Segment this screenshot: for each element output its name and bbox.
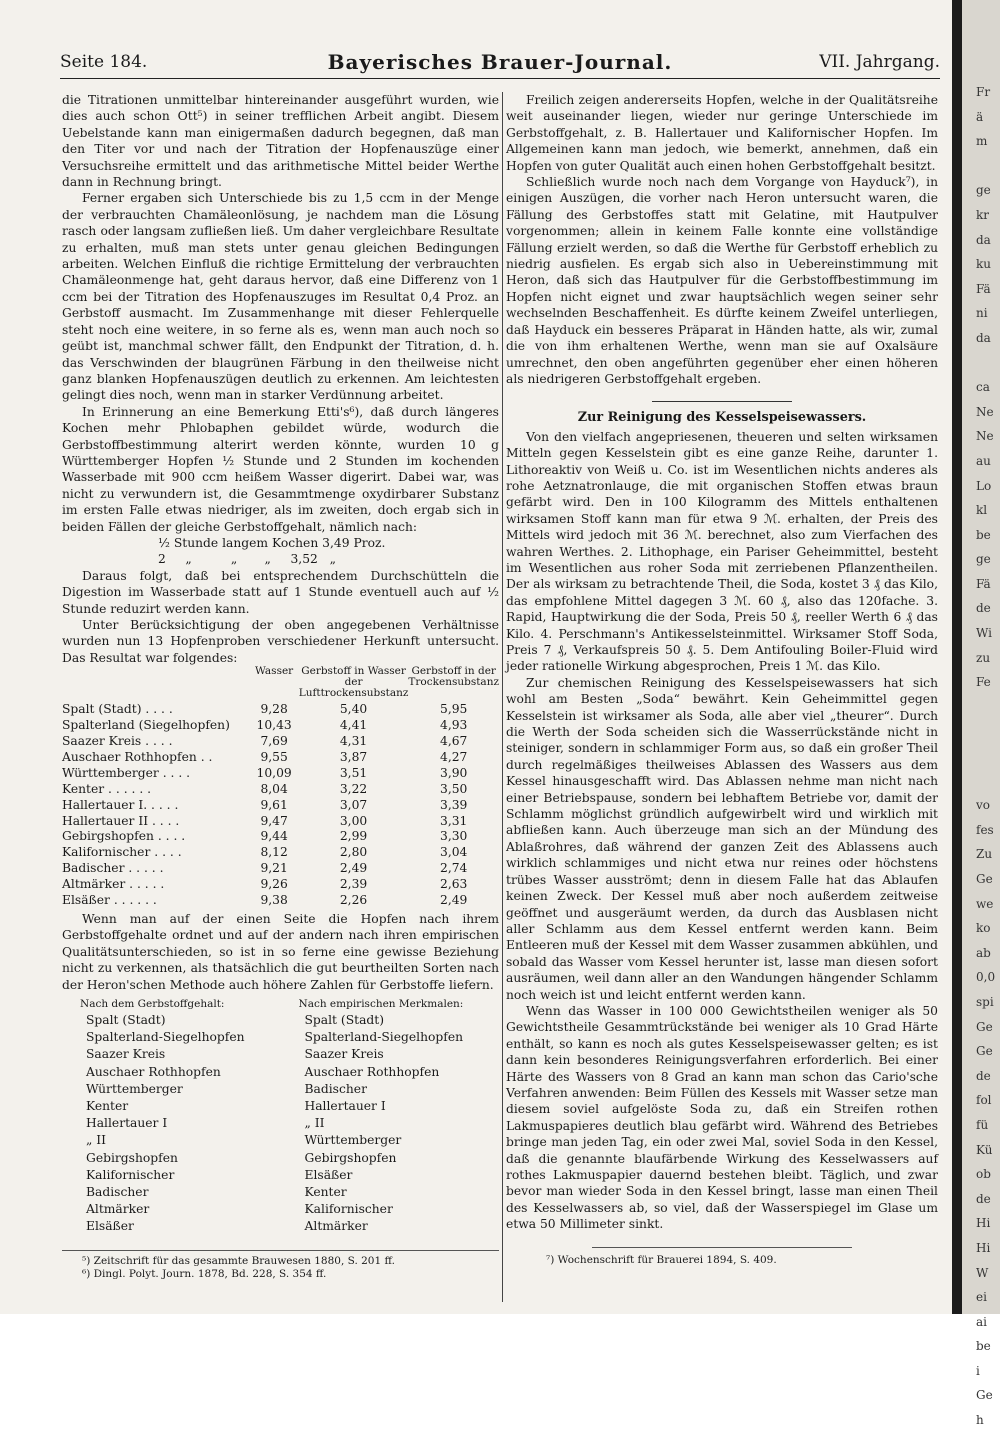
tannin-air-dry-cell: 2,39 [339,877,368,892]
adjacent-fragment [976,154,1000,179]
tannin-air-dry-cell: 4,31 [339,734,368,749]
column-divider [502,92,503,1302]
water-cell: 9,38 [260,893,288,908]
table-row [62,702,499,718]
water-cell: 10,43 [256,718,292,733]
adjacent-fragment: Fä [976,281,991,296]
ranking-by-tannin [62,997,281,1236]
paragraph: Schließlich wurde noch nach dem Vorgange von Hayduck⁷), in einigen Auszügen, die vorher nach Heron untersucht waren, die Fällung des Gerbstoffes statt mit Gelatine, mit Hautpulver vorgenommen; allein in keinem Falle konnte eine vollständige Fällung erzielt werden, so daß die Werthe für Gerbstoff erheblich zu niedrig ausfielen. Es ergab sich also in Uebereinstimmung mit Heron, daß sich das Hautpulver für die Gerbstoffbestimmung im Hopfen nicht eignet und zwar hauptsächlich wegen seiner sehr wechselnden Beschaffenheit. Es dürfte keinem Zweifel unterliegen, daß Hayduck ein besseres Präparat in Händen hatte, als wir, zumal die von ihm erhaltenen Werthe, wenn man sie auf Oxalsäure umrechnet, den oben angeführten gegenüber eher einen höheren als niedrigeren Gerbstoffgehalt ergeben. [506,175,938,386]
hop-variety-cell: Badischer . . . . . [62,861,164,876]
table-row [62,782,499,798]
ranking-item: „ II [304,1116,325,1131]
results-table [62,666,499,909]
hop-variety-cell: Gebirgshopfen . . . . [62,829,186,844]
water-cell: 9,55 [260,749,288,764]
adjacent-fragment: ai [976,1314,987,1329]
ranking-item: Spalt (Stadt) [86,1013,166,1028]
paragraph: Zur chemischen Reinigung des Kesselspeisewassers hat sich wohl am Besten „Soda“ bewährt. Kein Geheimmittel gegen Kesselstein ist wirksamer als Soda, alle aber viel „theurer“. Durch die Werth der Soda scheiden sich die Wasserrückstände nicht in steiniger, sondern in schlammiger Form aus, so daß ein großer Theil durch regelmäßiges theilweises Ablassen des Wassers aus dem Kessel hinausgeschafft wird. Das Ablassen nehme man nicht nach einer Betriebspause, sondern bei lebhaftem Betriebe vor, damit der Schlamm möglichst gründlich aufgewirbelt wird und wirklich mit abfließen kann. Auch überzeuge man sich an der Mündung des Ablaßrohres, daß während der ganzen Zeit des Ablassens auch wirklich schlammiges und nicht etwa nur reines oder höchstens trübes Wasser ausströmt; denn in diesem Falle hat das Ablaufen keinen Zweck. Der Kessel muß aber noch außerdem zeitweise geöffnet und ausgeräumt werden, da durch das Ausblasen nicht aller Schlamm aus dem Kessel entfernt werden kann. Beim Entleeren muß der Kessel mit dem Wasser zusammen abkühlen, und sobald das Wasser vom Kessel herunter ist, lasse man diesen sofort ausräumen, weil dann aller an den Wandungen hängender Schlamm noch weich ist und leicht entfernt werden kann. [506,675,938,1002]
left-column [62,92,499,1281]
water-cell: 9,28 [260,702,288,717]
adjacent-fragment: vo [976,798,991,813]
adjacent-fragment: fü [976,1117,989,1132]
hop-variety-cell: Saazer Kreis . . . . [62,734,173,749]
ranking-item: Badischer [304,1081,367,1096]
tannin-dry-cell: 4,27 [440,749,468,764]
paragraph: Ferner ergaben sich Unterschiede bis zu 1,5 ccm in der Menge der verbrauchten Chamäleonlösung, je nachdem man die Lösung rasch oder langsam zufließen ließ. Um daher vergleichbare Resultate zu erhalten, muß man stets unter genau gleichen Bedingungen arbeiten. Welchen Einfluß die richtige Ermittelung der verbrauchten Chamäleonmenge hat, geht daraus hervor, daß eine Differenz von 1 ccm bei der Titration des Hopfenauszuges im Resultat 0,4 Proz. an Gerbstoff ausmacht. Im Zusammenhange mit dieser Fehlerquelle steht noch eine weitere, in so ferne als es, wenn man auch noch so geübt ist, manchmal schwer fällt, den Endpunkt der Titration, d. h. das Verschwinden der blaugrünen Färbung in den theilweise nicht ganz blanken Hopfenauszügen deutlich zu erkennen. Am leichtesten gelingt dies noch, wenn man in starker Verdünnung arbeitet. [62,191,499,403]
ranking-item: Spalterland-Siegelhopfen [304,1030,464,1045]
adjacent-fragment: 0,0 [976,970,996,985]
tannin-dry-cell: 2,49 [440,893,468,908]
table-row [62,798,499,814]
adjacent-fragment: ca [976,380,990,395]
volume-label: VII. Jahrgang. [819,52,940,72]
tannin-air-dry-cell: 3,51 [339,765,368,780]
tannin-air-dry-cell: 2,26 [339,893,368,908]
water-cell: 9,47 [260,813,288,828]
adjacent-fragment: Ge [976,872,993,886]
ranking-item: Württemberger [86,1081,183,1096]
table-header-cell: Wasser [255,665,294,678]
ranking-item: „ II [86,1133,106,1148]
paragraph: In Erinnerung an eine Bemerkung Etti's⁶), daß durch längeres Kochen mehr Phlobaphen gebildet würde, wodurch die Gerbstoffbestimmung alterirt werden könnte, wurden 10 g Württemberger Hopfen ½ Stunde und 2 Stunden im kochenden Wasserbade mit 900 ccm heißem Wasser digerirt. Dabei war, was nicht zu verwundern ist, die Gesammtmenge oxydirbarer Substanz im ersten Falle etwas niedriger, als im zweiten, doch ergab sich in beiden Fällen der gleiche Gerbstoffgehalt, nämlich nach: [62,404,499,534]
adjacent-fragment: Wi [976,626,992,641]
paragraph: Wenn das Wasser in 100 000 Gewichtstheilen weniger als 50 Gewichtstheile Gesammtrückstände bei weniger als 10 Grad Härte enthält, so kann es noch als gutes Kesselspeisewasser gelten; es ist dann kein besonderes Reinigungsverfahren erforderlich. Bei einer Härte des Wassers von 8 Grad an kann man schon das Cario'sche Verfahren anwenden: Beim Füllen des Kessels mit Wasser setze man diesem soviel aufgelöste Soda zu, daß ein Streifen rothen Lakmuspapieres deutlich blau gefärbt wird. Während des Betriebes bringe man jeden Tag, ein oder zwei Mal, soviel Soda in den Kessel, daß die genannte blaufärbende Wirkung des Kesselwassers auf rothes Lakmuspapier dauernd bestehen bleibt. Täglich, und zwar bevor man wieder Soda in den Kessel bringt, lasse man einen Theil des Kesselwassers ab, so viel, daß der Wasserspiegel im Glase um etwa 50 Millimeter sinkt. [506,1003,938,1232]
adjacent-fragment: Kü [976,1142,993,1157]
table-row [62,750,499,766]
table-row [62,893,499,909]
water-cell: 7,69 [260,734,288,749]
tannin-dry-cell: 3,50 [440,781,468,796]
adjacent-fragment: Lo [976,478,992,493]
paragraph: Daraus folgt, daß bei entsprechendem Durchschütteln die Digestion im Wasserbade statt auf 1 Stunde eventuell auch auf ½ Stunde reduzirt werden kann. [62,568,499,616]
adjacent-fragment: Ge [976,1388,993,1403]
water-cell: 10,09 [256,765,292,780]
ranking-item: Spalt (Stadt) [304,1013,385,1028]
table-header-cell: Gerbstoff in Wasser der Lufttrockensubstanz [298,665,409,700]
footnote-rule [592,1247,851,1248]
ranking-item: Elsäßer [304,1167,353,1182]
adjacent-fragment: Hi [976,1216,991,1231]
page-number: Seite 184. [60,52,148,72]
adjacent-fragment: ei [976,1290,987,1305]
ranking-by-quality [281,997,500,1236]
hop-variety-cell: Spalt (Stadt) . . . . [62,702,173,717]
adjacent-fragment: fes [976,822,994,837]
footnote-rule [62,1250,499,1251]
tannin-air-dry-cell: 5,40 [339,702,368,717]
ranking-item: Saazer Kreis [304,1047,384,1062]
tannin-air-dry-cell: 3,22 [339,781,368,796]
adjacent-fragment: i [976,1363,980,1378]
book-gutter [952,0,1000,1428]
adjacent-fragment: m [976,134,988,149]
right-column [506,92,938,1267]
ranking-item: Kalifornischer [304,1202,393,1217]
hop-variety-cell: Elsäßer . . . . . . [62,893,157,908]
adjacent-fragment: ä [976,109,984,124]
formula-line: 2 „ „ „ 3,52 „ [158,552,336,567]
tannin-air-dry-cell: 3,87 [339,749,368,764]
water-cell: 9,26 [260,877,288,892]
footnote: ⁶) Dingl. Polyt. Journ. 1878, Bd. 228, S. 354 ff. [82,1267,327,1280]
tannin-dry-cell: 3,90 [440,765,468,780]
ranking-item: Altmärker [86,1202,150,1217]
hop-variety-cell: Spalterland (Siegelhopfen) [62,718,230,733]
tannin-air-dry-cell: 3,07 [339,797,368,812]
journal-title: Bayerisches Brauer-Journal. [327,50,673,74]
ranking-item: Auschaer Rothhopfen [86,1064,221,1079]
ranking-heading: Nach dem Gerbstoffgehalt: [80,998,225,1011]
ranking-item: Auschaer Rothhopfen [304,1064,440,1079]
adjacent-fragment: Fr [976,85,991,99]
paragraph: Von den vielfach angepriesenen, theueren und selten wirksamen Mitteln gegen Kesselstein gibt es eine ganze Reihe, darunter 1. Lithoreaktiv von Weiß u. Co. ist im Wesentlichen nichts anderes als rohe Aetznatronlauge, die mit organischen Stoffen etwas braun gefärbt wird. Den in 100 Kilogramm des Mittels enthaltenen wirksamen Stoff kann man für etwa 9 ℳ. erhalten, der Preis des Mittels wird jedoch mit 36 ℳ. berechnet, also zum Vierfachen des wahren Werthes. 2. Lithophage, ein Pariser Geheimmittel, besteht im Wesentlichen aus roher Soda mit zerriebenen Pflanzentheilen. Der als wirksam zu betrachtende Theil, die Soda, kostet 3 ₰ das Kilo, das empfohlene Mittel dagegen 3 ℳ. 60 ₰, also das 120fache. 3. Rapid, Hauptwirkung die der Soda, Preis 50 ₰, reeller Werth 6 ₰ das Kilo. 4. Perschmann's Antikesselsteinmittel. Wirksamer Stoff Soda, Preis 7 ₰, Verkaufspreis 50 ₰. 5. Dem Antifouling Boiler-Fluid wird jeder rationelle Wirkung abgesprochen, Preis 1 ℳ. das Kilo. [506,429,938,674]
table-row [62,718,499,734]
water-cell: 9,61 [260,797,288,812]
table-row [62,814,499,830]
adjacent-fragment [976,769,1000,794]
adjacent-fragment: ku [976,257,991,272]
tannin-dry-cell: 4,93 [440,718,468,733]
ranking-item: Kalifornischer [86,1167,175,1182]
ranking-item: Altmärker [304,1219,368,1234]
ranking-item: Gebirgshopfen [304,1150,397,1165]
adjacent-fragment: zu [976,650,991,665]
adjacent-fragment: de [976,1068,991,1083]
tannin-dry-cell: 2,63 [440,877,468,892]
adjacent-fragment: Ge [976,1044,993,1059]
paragraph: Freilich zeigen andererseits Hopfen, welche in der Qualitätsreihe weit auseinander liegen, wieder nur geringe Unterschiede im Gerbstoffgehalt, z. B. Hallertauer und Kalifornischer Hopfen. Im Allgemeinen kann man jedoch, wie bemerkt, annehmen, daß ein Hopfen von guter Qualität auch einen hohen Gerbstoffgehalt besitzt. [506,93,938,173]
adjacent-fragment: au [976,453,991,468]
adjacent-fragment: ab [976,945,991,960]
adjacent-fragment: da [976,232,991,247]
adjacent-fragment: ge [976,552,991,567]
ranking-item: Gebirgshopfen [86,1150,178,1165]
footnote: ⁵) Zeitschrift für das gesammte Brauwesen 1880, S. 201 ff. [82,1254,395,1267]
adjacent-fragment [976,719,1000,744]
adjacent-fragment: de [976,601,991,616]
adjacent-fragment: we [976,896,994,911]
tannin-dry-cell: 5,95 [440,702,468,717]
ranking-comparison [62,997,499,1236]
paragraph: die Titrationen unmittelbar hintereinander ausgeführt wurden, wie dies auch schon Ott⁵) in seiner trefflichen Arbeit angibt. Diesem Uebelstande kann man einigermaßen dadurch begegnen, daß man den Titer vor und nach der Titration der Hopfenauszüge einer Versuchsreihe ermittelt und das arithmetische Mittel beider Werthe dann in Rechnung bringt. [62,93,499,190]
adjacent-fragment: spi [976,994,994,1009]
adjacent-fragment: kr [976,207,990,222]
tannin-air-dry-cell: 2,80 [339,845,368,860]
adjacent-fragment [976,695,1000,720]
adjacent-fragment: kl [976,503,988,518]
formula-line: ½ Stunde langem Kochen 3,49 Proz. [158,535,386,550]
table-row [62,845,499,861]
adjacent-fragment: be [976,1339,991,1354]
hop-variety-cell: Hallertauer II . . . . [62,813,180,828]
tannin-dry-cell: 3,30 [440,829,468,844]
tannin-dry-cell: 3,31 [440,813,468,828]
water-cell: 9,44 [260,829,288,844]
ranking-item: Elsäßer [86,1219,134,1234]
ranking-item: Kenter [86,1099,129,1114]
adjacent-page-text [976,80,1000,1433]
adjacent-fragment: h [976,1413,984,1428]
paragraph: Wenn man auf der einen Seite die Hopfen nach ihrem Gerbstoffgehalte ordnet und auf der andern nach ihren empirischen Qualitätsunterschieden, so ist in so ferne eine gewisse Beziehung nicht zu verkennen, als thatsächlich die gut beurtheilten Sorten nach der Heron'schen Methode auch höhere Zahlen für Gerbstoffe liefern. [62,912,499,992]
adjacent-fragment: Fe [976,675,991,690]
water-cell: 8,04 [260,781,288,796]
adjacent-fragment: ge [976,183,991,198]
ranking-item: Hallertauer I [304,1099,386,1114]
adjacent-fragment: fol [976,1093,992,1108]
ranking-heading: Nach empirischen Merkmalen: [298,998,464,1011]
tannin-dry-cell: 3,04 [440,845,468,860]
adjacent-fragment: ni [976,306,988,321]
adjacent-fragment: Ge [976,1019,993,1034]
adjacent-fragment: W [976,1265,989,1280]
section-separator [652,401,792,402]
adjacent-fragment: Hi [976,1240,991,1255]
table-row [62,877,499,893]
tannin-dry-cell: 2,74 [440,861,468,876]
adjacent-fragment: ko [976,921,991,936]
adjacent-fragment: da [976,330,991,345]
water-cell: 9,21 [260,861,288,876]
hop-variety-cell: Hallertauer I. . . . . [62,797,179,812]
adjacent-fragment [976,744,1000,769]
adjacent-fragment: Fä [976,576,991,591]
paragraph: Unter Berücksichtigung der oben angegebenen Verhältnisse wurden nun 13 Hopfenproben verschiedener Herkunft untersucht. Das Resultat war folgendes: [62,618,499,665]
tannin-dry-cell: 4,67 [440,734,468,749]
hop-variety-cell: Kalifornischer . . . . [62,845,182,860]
hop-variety-cell: Kenter . . . . . . [62,781,152,796]
table-header-row [62,666,499,702]
tannin-air-dry-cell: 4,41 [339,718,368,733]
table-row [62,766,499,782]
table-row [62,734,499,750]
tannin-air-dry-cell: 2,49 [339,861,368,876]
adjacent-fragment: Ne [976,429,994,444]
ranking-item: Spalterland-Siegelhopfen [86,1030,245,1045]
ranking-item: Württemberger [304,1133,402,1148]
hop-variety-cell: Auschaer Rothhopfen . . [62,749,213,764]
table-row [62,861,499,877]
ranking-item: Kenter [304,1185,347,1200]
ranking-item: Hallertauer I [86,1116,168,1131]
footnote: ⁷) Wochenschrift für Brauerei 1894, S. 409. [546,1253,777,1266]
table-header-cell [62,666,250,702]
hop-variety-cell: Württemberger . . . . [62,765,191,780]
adjacent-page-edge [962,0,1000,1428]
water-cell: 8,12 [260,845,288,860]
ranking-item: Badischer [86,1185,149,1200]
page-header [60,50,940,79]
ranking-item: Saazer Kreis [86,1047,166,1062]
tannin-dry-cell: 3,39 [440,797,468,812]
adjacent-fragment: Ne [976,404,994,419]
adjacent-fragment [976,351,1000,376]
adjacent-fragment: ob [976,1167,991,1182]
hop-variety-cell: Altmärker . . . . . [62,877,165,892]
tannin-air-dry-cell: 2,99 [339,829,368,844]
adjacent-fragment: de [976,1191,991,1206]
adjacent-fragment: Zu [976,847,993,862]
adjacent-fragment: be [976,527,991,542]
section-heading: Zur Reinigung des Kesselspeisewassers. [577,410,867,426]
table-header-cell: Gerbstoff in der Trockensubstanz [408,665,499,689]
table-row [62,829,499,845]
tannin-air-dry-cell: 3,00 [339,813,368,828]
